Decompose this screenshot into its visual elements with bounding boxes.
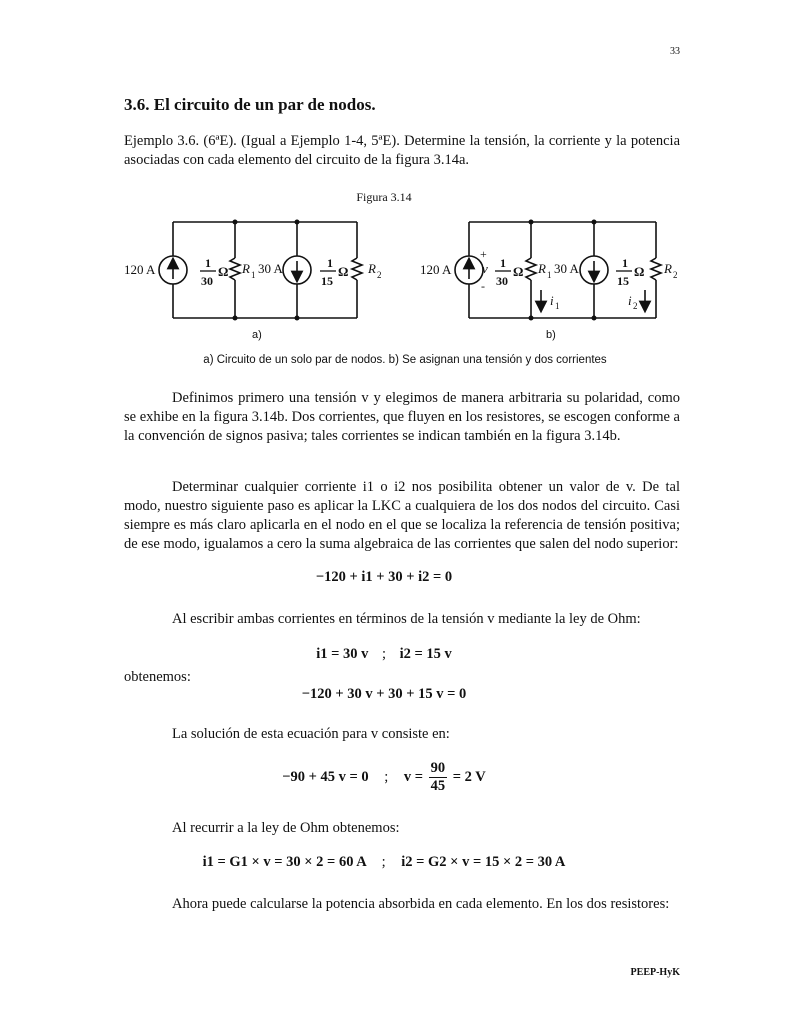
label-r2-b: R	[664, 261, 672, 276]
label-g2-num-b: 1	[622, 256, 628, 270]
label-ohm-1: Ω	[218, 264, 229, 279]
label-120a-b: 120 A	[420, 262, 452, 277]
paragraph-6: Ahora puede calcularse la potencia absorbida en cada elemento. En los dos resistores:	[172, 896, 670, 912]
fraction-numerator: 90	[430, 760, 446, 776]
equation-v-rhs: = 2 V	[452, 768, 486, 785]
page-number: 33	[670, 46, 680, 57]
label-ohm-2: Ω	[338, 264, 349, 279]
equation-reduced: −90 + 45 v = 0	[282, 768, 369, 785]
paragraph-2: Determinar cualquier corriente i1 o i2 nos posibilita obtener un valor de v. De tal modo, nuestro siguiente paso es aplicar la LKC a cualquiera de los dos nodos del circuito. Casi siempre es más claro aplicarla en el nodo en el que se localiza la referencia de tensión positiva; de ese modo, igualamos a cero la suma algebraica de las corrientes que salen del nodo superior:	[124, 479, 680, 552]
label-ohm-1-b: Ω	[513, 264, 524, 279]
label-i1-sub: 1	[555, 301, 560, 311]
label-g1-num-b: 1	[500, 256, 506, 270]
label-i2-sub: 2	[633, 301, 638, 311]
label-i2: i	[628, 293, 632, 308]
equation-separator: ;	[381, 646, 387, 662]
label-120a: 120 A	[124, 262, 156, 277]
label-plus: +	[480, 247, 487, 261]
label-v: v	[482, 261, 488, 276]
label-r1: R	[242, 261, 250, 276]
equation-i1: i1 = 30 v	[316, 646, 369, 662]
paragraph-1: Definimos primero una tensión v y elegimos de manera arbitraria su polaridad, como se exhibe en la figura 3.14b. Dos corrientes, que fluyen en los resistores, se escogen conforme a la convención de signos pasiva; tales corrientes se indican también en la figura 3.14b.	[124, 390, 680, 444]
subfig-a-label: a)	[252, 329, 262, 341]
equation-v-lhs: v =	[403, 768, 424, 785]
label-30a-b: 30 A	[554, 261, 579, 276]
label-g2-den-b: 15	[617, 274, 629, 288]
fraction-denominator: 45	[430, 778, 446, 794]
obtenemos-text: obtenemos:	[124, 669, 191, 685]
section-title: 3.6. El circuito de un par de nodos.	[124, 95, 376, 114]
equation-substituted: −120 + 30 v + 30 + 15 v = 0	[301, 686, 467, 702]
circuit-figure	[110, 212, 678, 347]
label-r2: R	[368, 261, 376, 276]
label-minus: -	[481, 279, 485, 293]
label-g2-num: 1	[327, 256, 333, 270]
equation-separator-2: ;	[384, 768, 389, 785]
paragraph-5: Al recurrir a la ley de Ohm obtenemos:	[172, 820, 400, 836]
equation-kcl: −120 + i1 + 30 + i2 = 0	[315, 569, 453, 585]
equation-solution	[0, 760, 768, 795]
label-r2-sub: 2	[377, 270, 382, 280]
equation-i2: i2 = 15 v	[399, 646, 452, 662]
figure-description: a) Circuito de un solo par de nodos. b) Se asignan una tensión y dos corrientes	[203, 354, 607, 366]
example-statement: Ejemplo 3.6. (6ªE). (Igual a Ejemplo 1-4, 5ªE). Determine la tensión, la corriente y la potencia asociadas con cada elemento del circuito de la figura 3.14a.	[124, 133, 680, 168]
figure-caption: Figura 3.14	[356, 190, 412, 204]
fraction-v	[429, 760, 448, 795]
label-r2-sub-b: 2	[673, 270, 678, 280]
label-ohm-2-b: Ω	[634, 264, 645, 279]
label-r1-sub: 1	[251, 270, 256, 280]
label-i1: i	[550, 293, 554, 308]
label-g1-num: 1	[205, 256, 211, 270]
paragraph-3: Al escribir ambas corrientes en términos de la tensión v mediante la ley de Ohm:	[172, 611, 641, 627]
label-g1-den: 30	[201, 274, 213, 288]
label-r1-b: R	[538, 261, 546, 276]
label-r1-sub-b: 1	[547, 270, 552, 280]
label-g2-den: 15	[321, 274, 333, 288]
footer-label: PEEP-HyK	[630, 967, 680, 978]
paragraph-4: La solución de esta ecuación para v consiste en:	[172, 726, 450, 742]
equation-i1-result: i1 = G1 × v = 30 × 2 = 60 A	[202, 854, 366, 870]
equation-i2-result: i2 = G2 × v = 15 × 2 = 30 A	[401, 854, 566, 870]
label-30a: 30 A	[258, 261, 283, 276]
subfig-b-label: b)	[546, 329, 556, 341]
equation-ohm	[0, 646, 768, 663]
label-g1-den-b: 30	[496, 274, 508, 288]
equation-separator-3: ;	[381, 854, 386, 870]
equation-currents	[0, 854, 768, 871]
